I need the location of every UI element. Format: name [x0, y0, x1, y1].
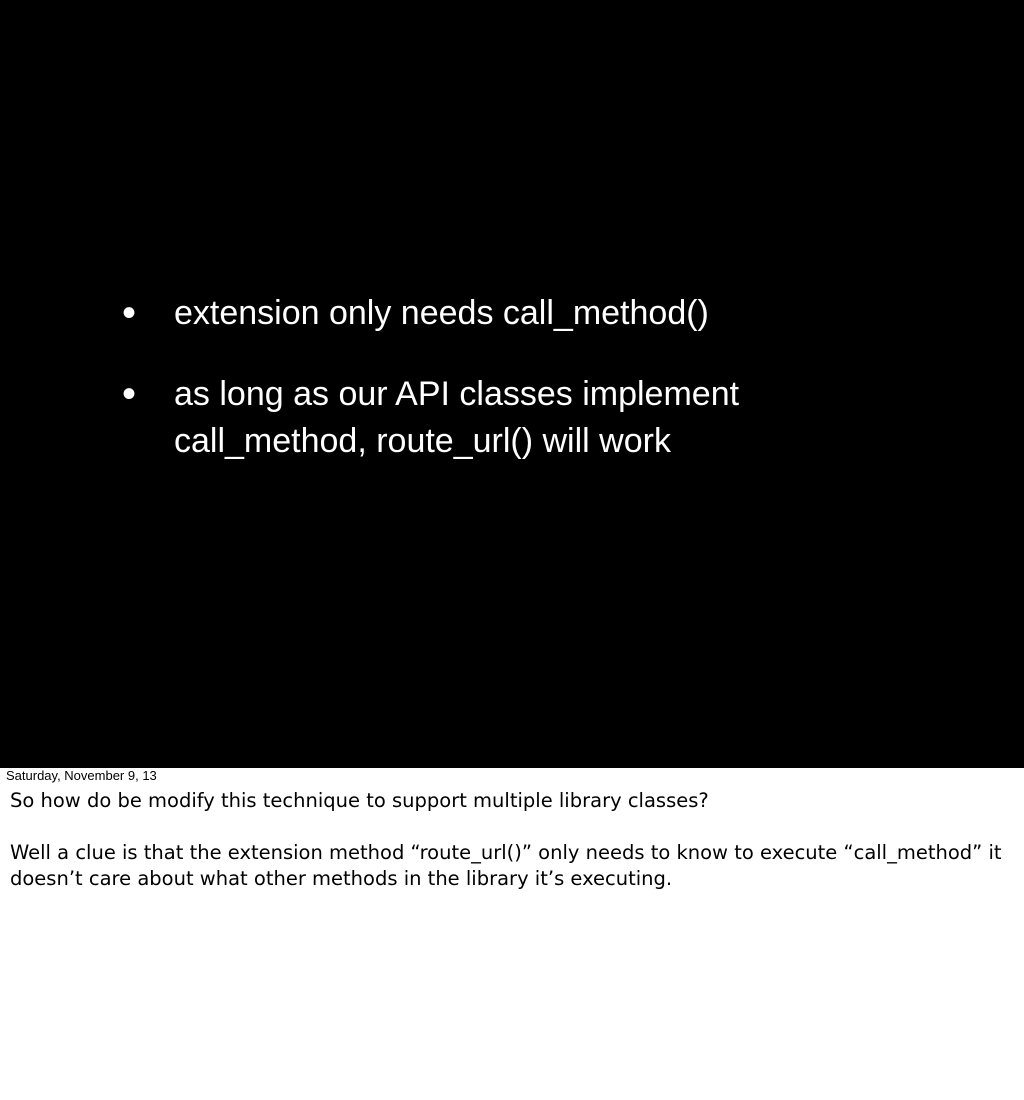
bullet-marker: •: [122, 291, 137, 335]
bullet-item: [122, 290, 882, 337]
bullet-item: [122, 371, 882, 465]
speaker-notes: [10, 788, 1010, 892]
notes-paragraph: Well a clue is that the extension method “route_url()” only needs to know to execute “call_method” it doesn’t care about what other methods in the library it’s executing.: [10, 841, 1002, 890]
bullet-list: [122, 290, 882, 499]
slide-date: Saturday, November 9, 13: [6, 768, 157, 783]
bullet-marker: •: [122, 372, 137, 416]
bullet-text: extension only needs call_method(): [174, 294, 709, 332]
notes-paragraph: So how do be modify this technique to support multiple library classes?: [10, 789, 709, 812]
bullet-text: as long as our API classes implement call_method, route_url() will work: [174, 375, 740, 460]
